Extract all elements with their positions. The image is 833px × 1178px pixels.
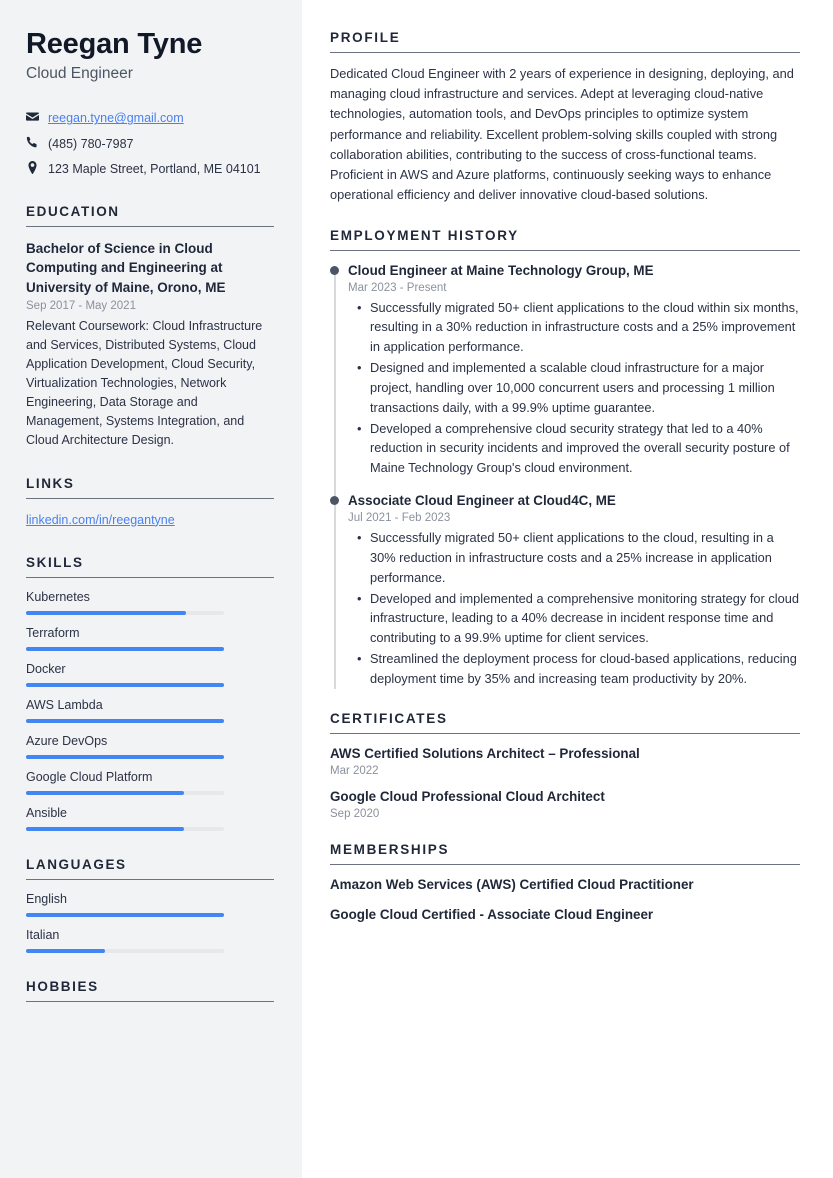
skill-level-bar bbox=[26, 683, 224, 687]
link-item bbox=[26, 511, 274, 529]
skill-level-bar bbox=[26, 791, 224, 795]
skills-list bbox=[26, 590, 274, 831]
certificates-list bbox=[330, 745, 800, 820]
skill-item bbox=[26, 698, 274, 723]
language-label: English bbox=[26, 891, 67, 906]
employment-entry bbox=[348, 262, 800, 479]
certificate-item bbox=[330, 745, 800, 777]
language-level-bar bbox=[26, 949, 224, 953]
employment-title: Associate Cloud Engineer at Cloud4C, ME bbox=[348, 493, 616, 509]
education-item bbox=[26, 239, 274, 450]
skill-level-bar bbox=[26, 647, 224, 651]
skill-item bbox=[26, 590, 274, 615]
skill-item bbox=[26, 626, 274, 651]
skill-level-bar bbox=[26, 719, 224, 723]
skill-label: AWS Lambda bbox=[26, 697, 103, 712]
employment-bullet: • Streamlined the deployment process for cloud-based applications, reducing deployment time by 35% and increasing team productivity by 20%. bbox=[370, 649, 800, 689]
map-pin-icon bbox=[26, 160, 48, 174]
section-profile bbox=[330, 30, 800, 206]
certificate-date: Sep 2020 bbox=[330, 807, 380, 820]
skill-level-bar bbox=[26, 755, 224, 759]
section-heading-languages: LANGUAGES bbox=[26, 856, 127, 872]
certificate-title: Google Cloud Professional Cloud Architect bbox=[330, 788, 605, 804]
skill-label: Google Cloud Platform bbox=[26, 769, 153, 784]
skill-item bbox=[26, 806, 274, 831]
section-heading-skills: SKILLS bbox=[26, 554, 84, 570]
skill-label: Ansible bbox=[26, 805, 67, 820]
employment-date: Mar 2023 - Present bbox=[348, 281, 447, 294]
skill-level-fill bbox=[26, 647, 224, 651]
languages-list bbox=[26, 892, 274, 953]
employment-bullet-list bbox=[348, 298, 800, 478]
timeline-dot-icon bbox=[330, 496, 339, 505]
skill-level-bar bbox=[26, 611, 224, 615]
skill-level-bar bbox=[26, 827, 224, 831]
divider bbox=[330, 733, 800, 734]
contact-address-text: 123 Maple Street, Portland, ME 04101 bbox=[48, 161, 261, 176]
divider bbox=[26, 498, 274, 499]
section-heading-profile: PROFILE bbox=[330, 30, 401, 45]
employment-bullet: • Designed and implemented a scalable cloud infrastructure for a major project, handling over 10,000 concurrent users and processing 1 million transactions daily, with a 99.9% uptime guarantee. bbox=[370, 358, 800, 417]
memberships-list bbox=[330, 876, 800, 924]
profile-text: Dedicated Cloud Engineer with 2 years of experience in designing, deploying, and managing cloud infrastructure and services. Adept at leveraging cloud-native technologies, automation tools, and DevOps principles to optimize system performance and reliability. Excellent problem-solving skills coupled with strong collaboration abilities, contributing to the success of cross-functional teams. Proficient in AWS and Azure platforms, continuously seeking ways to enhance operational efficiency and deliver innovative cloud-based solutions. bbox=[330, 66, 794, 203]
employment-timeline bbox=[330, 262, 800, 689]
timeline-dot-icon bbox=[330, 266, 339, 275]
employment-entry bbox=[348, 492, 800, 689]
education-date: Sep 2017 - May 2021 bbox=[26, 299, 136, 312]
section-heading-hobbies: HOBBIES bbox=[26, 978, 99, 994]
linkedin-link[interactable]: linkedin.com/in/reegantyne bbox=[26, 512, 175, 527]
divider bbox=[330, 864, 800, 865]
skill-label: Azure DevOps bbox=[26, 733, 108, 748]
section-employment-history bbox=[330, 228, 800, 689]
skill-label: Docker bbox=[26, 661, 66, 676]
language-item bbox=[26, 928, 274, 953]
contact-email-text bbox=[48, 109, 274, 127]
candidate-name: Reegan Tyne bbox=[26, 28, 203, 60]
candidate-job-title: Cloud Engineer bbox=[26, 65, 133, 83]
section-heading-memberships: MEMBERSHIPS bbox=[330, 841, 450, 857]
email-link[interactable]: reegan.tyne@gmail.com bbox=[48, 111, 184, 126]
certificate-date: Mar 2022 bbox=[330, 764, 379, 777]
skill-label: Terraform bbox=[26, 625, 80, 640]
divider bbox=[330, 52, 800, 53]
divider bbox=[26, 1001, 274, 1002]
language-level-bar bbox=[26, 913, 224, 917]
phone-icon bbox=[26, 135, 48, 149]
contact-row-email bbox=[26, 109, 274, 127]
employment-title: Cloud Engineer at Maine Technology Group, ME bbox=[348, 262, 654, 278]
language-label: Italian bbox=[26, 927, 60, 942]
employment-bullet: • Successfully migrated 50+ client applications to the cloud, resulting in a 30% reduction in infrastructure costs and a 25% increase in application performance. bbox=[370, 528, 800, 587]
skill-item bbox=[26, 770, 274, 795]
skill-level-fill bbox=[26, 827, 184, 831]
divider bbox=[26, 879, 274, 880]
envelope-icon bbox=[26, 109, 48, 123]
skill-level-fill bbox=[26, 791, 184, 795]
section-skills bbox=[26, 555, 274, 831]
education-description: Relevant Coursework: Cloud Infrastructure and Services, Distributed Systems, Cloud Application Development, Cloud Security, Virtualization Technologies, Network Engineering, Data Storage and Management, Systems Integration, and Cloud Architecture Design. bbox=[26, 318, 263, 447]
contact-phone-text: (485) 780-7987 bbox=[48, 136, 134, 151]
contact-details bbox=[26, 109, 274, 177]
section-memberships bbox=[330, 842, 800, 924]
certificate-title: AWS Certified Solutions Architect – Professional bbox=[330, 745, 640, 761]
divider bbox=[330, 250, 800, 251]
employment-bullet-list bbox=[348, 528, 800, 689]
certificate-item bbox=[330, 788, 800, 820]
section-heading-education: EDUCATION bbox=[26, 203, 120, 219]
skill-item bbox=[26, 734, 274, 759]
contact-row-address bbox=[26, 160, 274, 178]
employment-date: Jul 2021 - Feb 2023 bbox=[348, 512, 451, 525]
employment-bullet: • Successfully migrated 50+ client applications to the cloud within six months, resulting in a 30% reduction in infrastructure costs and a 25% improvement in application performance. bbox=[370, 298, 800, 357]
sidebar bbox=[0, 0, 302, 1178]
divider bbox=[26, 226, 274, 227]
skill-level-fill bbox=[26, 683, 224, 687]
language-level-fill bbox=[26, 913, 224, 917]
contact-row-phone bbox=[26, 135, 274, 153]
skill-level-fill bbox=[26, 719, 224, 723]
section-heading-employment: EMPLOYMENT HISTORY bbox=[330, 227, 519, 243]
divider bbox=[26, 577, 274, 578]
employment-bullet: • Developed a comprehensive cloud security strategy that led to a 40% reduction in security incidents and improved the overall security posture of Maine Technology Group's cloud environment. bbox=[370, 419, 800, 478]
section-certificates bbox=[330, 711, 800, 820]
section-links bbox=[26, 476, 274, 529]
skill-label: Kubernetes bbox=[26, 589, 90, 604]
section-heading-links: LINKS bbox=[26, 475, 75, 491]
education-degree: Bachelor of Science in Cloud Computing and Engineering at University of Maine, Orono, ME bbox=[26, 240, 226, 295]
main-content bbox=[302, 0, 833, 1178]
skill-level-fill bbox=[26, 755, 224, 759]
section-heading-certificates: CERTIFICATES bbox=[330, 710, 448, 726]
membership-item: Google Cloud Certified - Associate Cloud Engineer bbox=[330, 907, 654, 923]
language-level-fill bbox=[26, 949, 105, 953]
language-item bbox=[26, 892, 274, 917]
skill-item bbox=[26, 662, 274, 687]
section-education bbox=[26, 204, 274, 450]
section-hobbies bbox=[26, 979, 274, 1002]
membership-item: Amazon Web Services (AWS) Certified Cloud Practitioner bbox=[330, 876, 694, 892]
section-languages bbox=[26, 857, 274, 953]
employment-bullet: • Developed and implemented a comprehensive monitoring strategy for cloud infrastructure, leading to a 40% decrease in incident response time and contributing to a 99.9% uptime for client services. bbox=[370, 589, 800, 648]
skill-level-fill bbox=[26, 611, 186, 615]
